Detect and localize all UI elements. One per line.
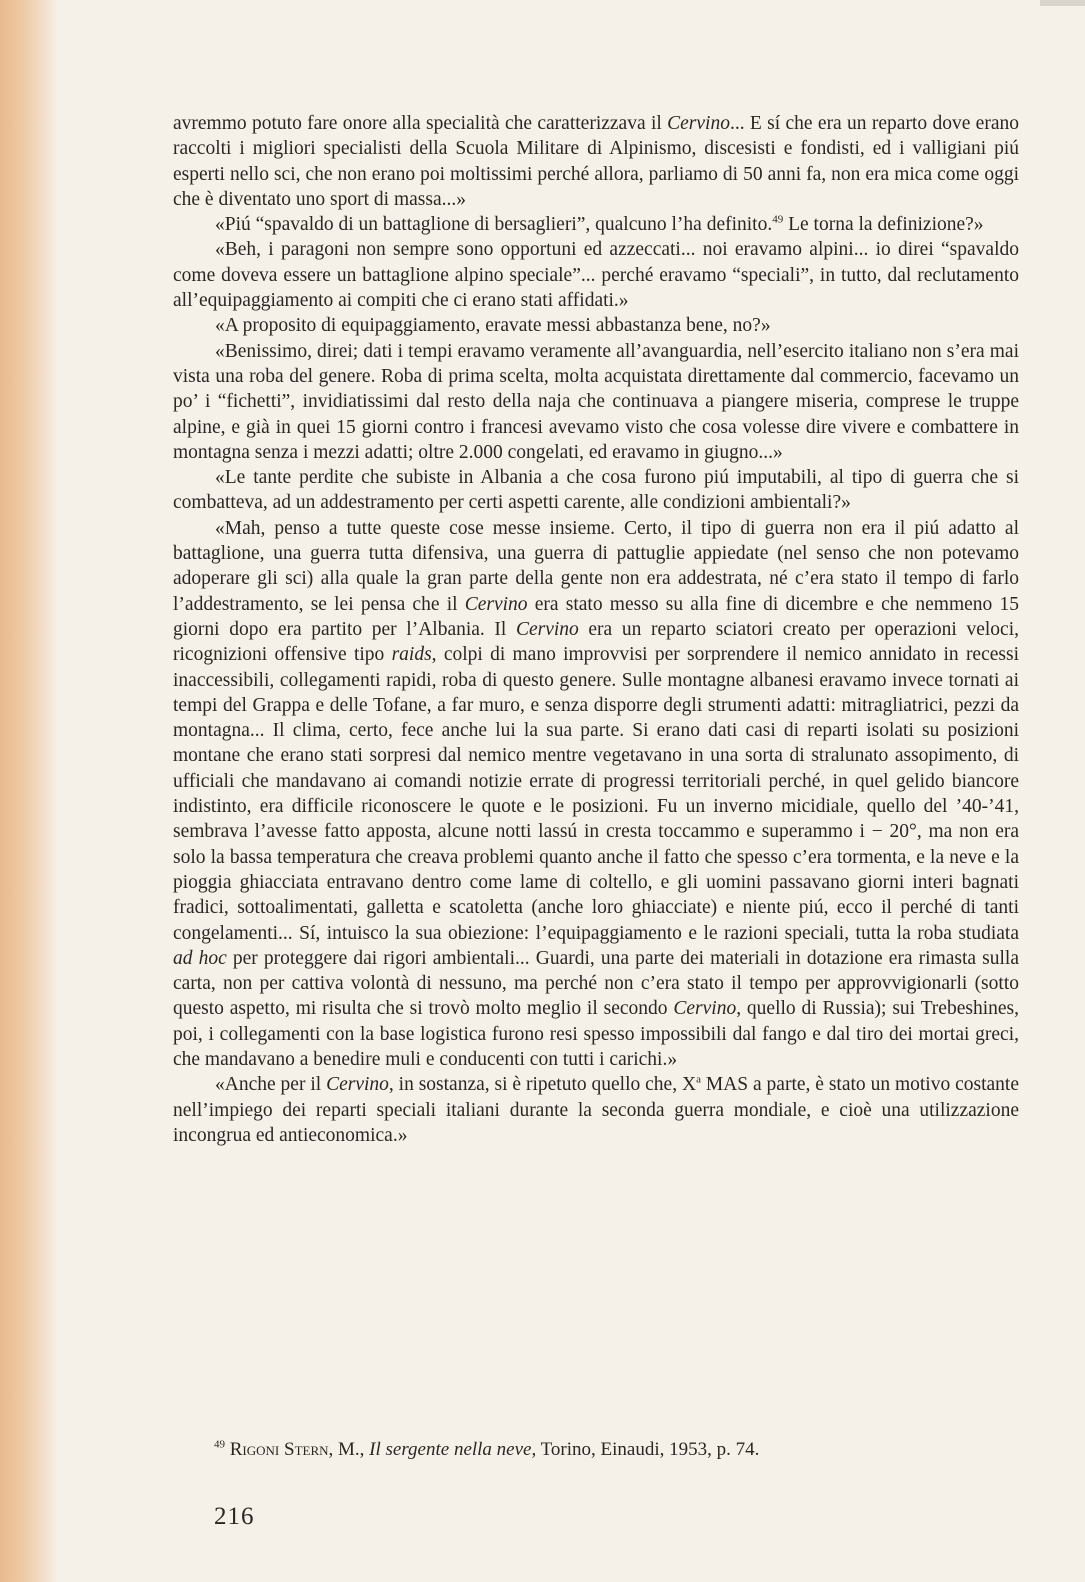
paragraph: [173, 1072, 1019, 1148]
text-run: , quello di Russia); sui Trebeshines, poi, i collegamenti con la base logistica furono resi spesso impossibili dal fango e dal tiro dei mortai greci, che mandavano a benedire muli e conducenti con tutti i carichi.»: [173, 998, 1019, 1070]
text-run: , colpi di mano improvvisi per sorprendere il nemico annidato in recessi inaccessibili, collegamenti rapidi, roba di questo genere. Sulle montagne albanesi eravamo invece tornati ai tempi del Grappa e delle Tofane, a far muro, e senza disporre degli strumenti adatti: mitragliatrici, pezzi da montagna... Il clima, certo, fece anche lui la sua parte. Si erano dati casi di reparti isolati su posizioni montane che erano stati sorpresi dal nemico mentre vegetavano in una sorta di stralunato assopimento, di ufficiali che mandavano ai comandi notizie errate di progressi territoriali perché, in quel gelido biancore indistinto, era difficile riconoscere le quote e le posizioni. Fu un inverno micidiale, quello del ’40-’41, sembrava l’avesse fatto apposta, alcune notti lassú in cresta toccammo e superammo i − 20°, ma non era solo la bassa temperatura che creava problemi quanto anche il fatto che spesso c’era tormenta, e la neve e la pioggia ghiacciata entravano dentro come lame di coltello, e gli uomini passavano giorni interi bagnati fradici, sottoalimentati, galletta e scatoletta (anche loro ghiacciate) e niente piú, ecco il perché di tanti congelamenti... Sí, intuisco la sua obiezione: l’equipaggiamento e le razioni speciali, tutta la roba studiata: [173, 644, 1019, 944]
italic-term: raids: [391, 644, 432, 666]
text-run: , in sostanza, si è ripetuto quello che, X: [388, 1074, 697, 1096]
italic-term: Cervino: [673, 998, 737, 1020]
superscript: a: [696, 1073, 701, 1086]
text-run: «Beh, i paragoni non sempre sono opportuni ed azzeccati... noi eravamo alpini... io direi “spavaldo come doveva essere un battaglione alpino speciale”... perché eravamo “speciali”, in tutto, dal reclutamento all’equipaggiamento ai compiti che ci erano stati affidati.»: [173, 239, 1019, 312]
italic-term: Cervino: [667, 113, 730, 134]
footnote-number: 49: [214, 1438, 225, 1451]
scan-edge: [1040, 0, 1085, 6]
text-run: «Le tante perdite che subiste in Albania a che cosa furono piú imputabili, al tipo di guerra che si combatteva, ad un addestramento per certi aspetti carente, alle condizioni ambientali?»: [173, 467, 1019, 514]
paragraph: [173, 313, 1019, 338]
footnote-initial: , M.,: [328, 1439, 370, 1460]
text-run: avremmo potuto fare onore alla specialità che caratterizzava il: [173, 113, 668, 134]
paragraph: [173, 111, 1019, 212]
paragraph: [173, 212, 1019, 237]
footnote-title: Il sergente nella neve: [369, 1439, 532, 1460]
italic-term: Cervino: [326, 1074, 389, 1096]
text-run: era un reparto sciatori creato per operazioni veloci, ricognizioni offensive tipo: [173, 618, 1019, 666]
text-run: MAS a parte, è stato un motivo costante nell’impiego dei reparti speciali italiani durante la seconda guerra mondiale, e cioè una utilizzazione incongrua ed antieconomica.»: [173, 1074, 1019, 1146]
text-run: per proteggere dai rigori ambientali... Guardi, una parte dei materiali in dotazione era rimasta sulla carta, non per cattiva volontà di nessuno, ma perché non c’era stato il tempo per approvvigionarli (sotto questo aspetto, mi risulta che si trovò molto meglio il secondo: [173, 947, 1019, 1020]
italic-term: Cervino: [464, 593, 528, 615]
footnote-rest: , Torino, Einaudi, 1953, p. 74.: [531, 1439, 760, 1460]
footnote: [214, 1438, 1019, 1462]
page-number: 216: [214, 1503, 255, 1530]
text-run: «A proposito di equipaggiamento, eravate messi abbastanza bene, no?»: [215, 315, 771, 337]
body-text: [173, 111, 1019, 1148]
text-run: «Benissimo, direi; dati i tempi eravamo veramente all’avanguardia, nell’esercito italiano non s’era mai vista una roba del genere. Roba di prima scelta, molta acquistata direttamente dal commercio, facevamo un po’ i “fichetti”, invidiatissimi dal resto della naja che continuava a piangere miseria, comprese le truppe alpine, e già in quei 15 giorni contro i francesi avevamo visto che cosa volesse dire vivere e combattere in montagna senza i mezzi adatti; oltre 2.000 congelati, ed eravamo in giugno...»: [173, 340, 1019, 463]
text-run: ... E sí che era un reparto dove erano raccolti i migliori specialisti della Scuola Militare di Alpinismo, discesisti e fondisti, ed i valligiani piú esperti nello sci, che non erano poi moltissimi perché allora, parliamo di 50 anni fa, non era mica come oggi che è diventato uno sport di massa...»: [173, 113, 1019, 210]
paragraph: [173, 516, 1019, 1073]
text-run: era stato messo su alla fine di dicembre e che nemmeno 15 giorni dopo era partito per l’Albania. Il: [173, 593, 1019, 640]
paragraph: [173, 339, 1019, 465]
paragraph: [173, 237, 1019, 313]
italic-term: Cervino: [515, 618, 579, 640]
italic-term: ad hoc: [173, 947, 227, 969]
paragraph: [173, 465, 1019, 516]
text-run: «Mah, penso a tutte queste cose messe insieme. Certo, il tipo di guerra non era il piú adatto al battaglione, una guerra tutta difensiva, una guerra di pattuglie appiedate (nel senso che non potevamo adoperare gli sci) alla quale la gran parte della gente non era addestrata, né c’era stato il tempo di farlo l’addestramento, se lei pensa che il: [173, 517, 1019, 615]
superscript: 49: [772, 213, 784, 226]
text-run: «Anche per il: [215, 1074, 327, 1096]
page-edge-shadow: [0, 0, 58, 1582]
text-run: Le torna la definizione?»: [783, 214, 984, 236]
text-run: «Piú “spavaldo di un battaglione di bersaglieri”, qualcuno l’ha definito.: [215, 214, 773, 236]
footnote-author: Rigoni Stern: [229, 1439, 329, 1460]
